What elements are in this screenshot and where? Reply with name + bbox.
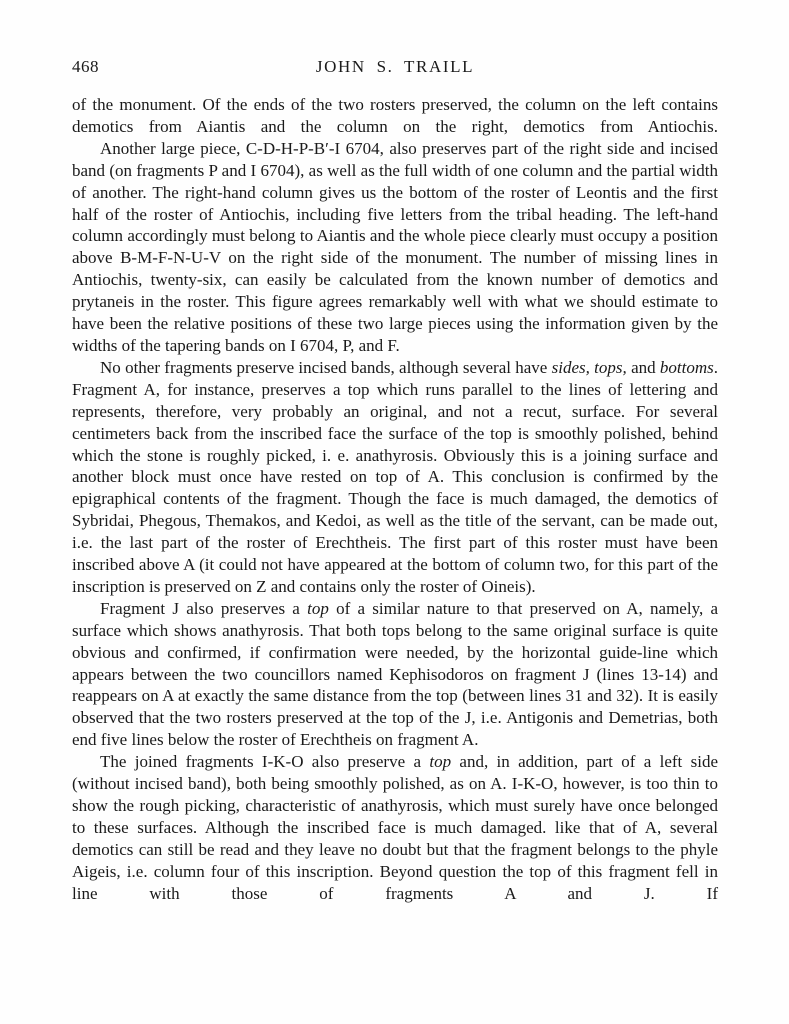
text-run: No other fragments preserve incised bands, although several have bbox=[100, 357, 552, 377]
italic-run: top bbox=[429, 752, 452, 772]
text-run: of the monument. Of the ends of the two rosters preserved, the column on the left contains demotics from Aiantis and the column on the right, demotics from Antiochis. bbox=[72, 95, 718, 136]
page-header bbox=[72, 57, 718, 79]
text-run: of a similar nature to that preserved on A, namely, a surface which shows anathyrosis. That both tops belong to the same original surface is quite obvious and confirmed, if confirmation were needed, by the horizontal guide-line which appears between the two councillors named Kephisodoros on fragment J (lines 13-14) and reappears on A at exactly the same distance from the top (between lines 31 and 32). It is easily observed that the two rosters preserved at the top of the J, i.e. Antigonis and Demetrias, both end five lines below the roster of Erechtheis on fragment A. bbox=[72, 598, 718, 750]
text-run: Fragment J also preserves a bbox=[100, 598, 308, 618]
paragraph bbox=[72, 357, 718, 598]
paragraph bbox=[72, 94, 718, 138]
text-run: and, in addition, part of a left side (without incised band), both being smoothly polished, as on A. I-K-O, however, is too thin to show the rough picking, characteristic of anathyrosis, which must surely have once belonged to these surfaces. Although the inscribed face is much damaged. like that of A, several demotics can still be read and they leave no doubt but that the fragment belongs to the phyle Aigeis, i.e. column four of this inscription. Beyond question the top of this fragment fell in line with those of fragments A and J. If bbox=[72, 752, 718, 903]
paragraph bbox=[72, 751, 718, 904]
text-run: and bbox=[626, 357, 660, 377]
italic-run: bottoms bbox=[659, 357, 714, 377]
italic-run: top bbox=[307, 598, 329, 618]
text-run: Another large piece, C-D-H-P-B′-I 6704, also preserves part of the right side and incised band (on fragments P and I 6704), as well as the full width of one column and the partial width of another. The right-hand column gives us the bottom of the roster of Leontis and the first half of the roster of Antiochis, including five letters from the tribal heading. The left-hand column accordingly must belong to Aiantis and the whole piece clearly must occupy a position above B-M-F-N-U-V on the right side of the monument. The number of missing lines in Antiochis, twenty-six, can easily be calculated from the known number of demotics and prytaneis in the roster. This figure agrees remarkably well with what we should estimate to have been the relative positions of these two large pieces using the information given by the widths of the tapering bands on I 6704, P, and F. bbox=[72, 138, 718, 355]
text-run: . Fragment A, for instance, preserves a top which runs parallel to the lines of lettering and represents, therefore, very probably an original, and not a recut, surface. For several centimeters back from the inscribed face the surface of the top is smoothly polished, behind which the stone is roughly picked, i. e. anathyrosis. Obviously this is a joining surface and another block must once have rested on top of A. This conclusion is confirmed by the epigraphical contents of the fragment. Though the face is much damaged, the demotics of Sybridai, Phegous, Themakos, and Kedoi, as well as the title of the servant, can be made out, i.e. the last part of the roster of Erechtheis. The first part of this roster must have been inscribed above A (it could not have appeared at the bottom of column two, for this part of the inscription is preserved on Z and contains only the roster of Oineis). bbox=[72, 357, 718, 596]
page-number: 468 bbox=[72, 57, 99, 76]
italic-run: sides, tops, bbox=[551, 357, 627, 377]
text-run: The joined fragments I-K-O also preserve a bbox=[100, 752, 430, 772]
article-body bbox=[72, 94, 718, 905]
paragraph bbox=[72, 138, 718, 357]
paragraph bbox=[72, 598, 718, 751]
running-head-author: JOHN S. TRAILL bbox=[315, 57, 475, 76]
